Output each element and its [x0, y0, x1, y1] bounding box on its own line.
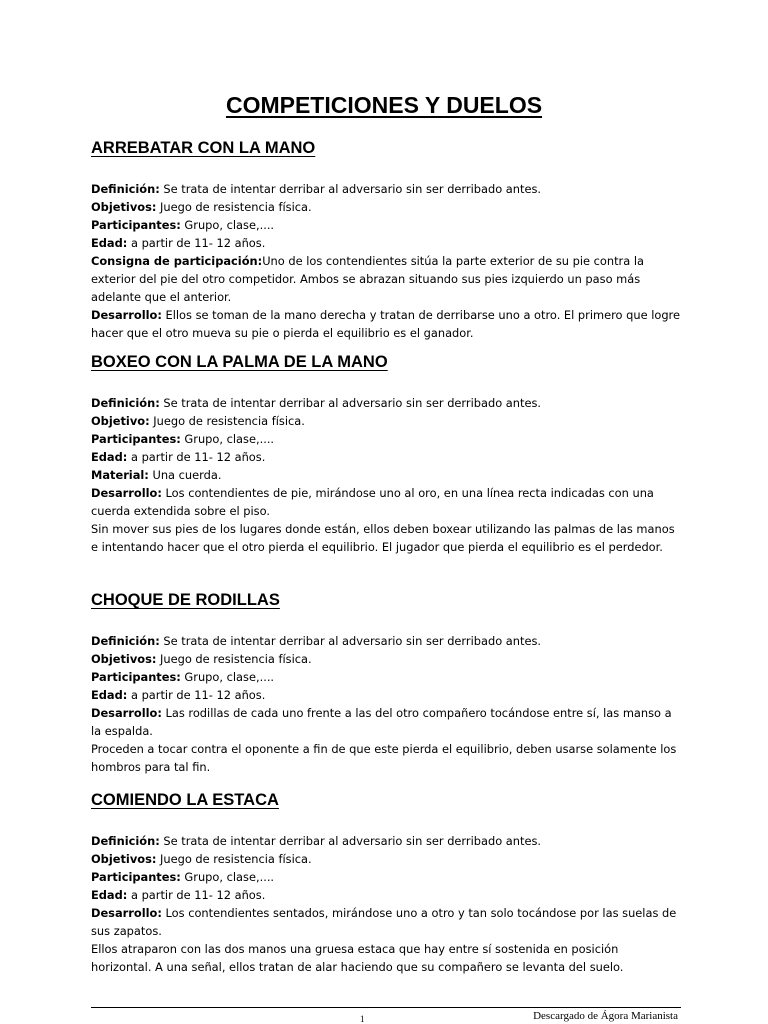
- field-participantes: Participantes: Grupo, clase,....: [91, 218, 275, 232]
- section-heading: BOXEO CON LA PALMA DE LA MANO: [91, 353, 388, 371]
- section-arrebatar: [91, 138, 681, 342]
- page-number: 1: [360, 1014, 365, 1024]
- field-participantes: Participantes: Grupo, clase,....: [91, 870, 275, 884]
- section-comiendo-estaca: [91, 790, 681, 976]
- section-choque-rodillas: [91, 590, 681, 776]
- field-desarrollo: Desarrollo: Ellos se toman de la mano derecha y tratan de derribarse uno a otro. El primero que logre hacer que el otro mueva su pie o pierda el equilibrio es el ganador.: [91, 308, 681, 340]
- field-edad: Edad: a partir de 11- 12 años.: [91, 888, 266, 902]
- section-heading: CHOQUE DE RODILLAS: [91, 591, 280, 609]
- field-definicion: Definición: Se trata de intentar derribar al adversario sin ser derribado antes.: [91, 396, 542, 410]
- field-material: Material: Una cuerda.: [91, 468, 222, 482]
- footer-divider: [91, 1007, 681, 1008]
- field-definicion: Definición: Se trata de intentar derribar al adversario sin ser derribado antes.: [91, 634, 542, 648]
- page-title: COMPETICIONES Y DUELOS: [225, 92, 543, 118]
- field-definicion: Definición: Se trata de intentar derribar al adversario sin ser derribado antes.: [91, 182, 542, 196]
- field-desarrollo: Desarrollo: Las rodillas de cada uno frente a las del otro compañero tocándose entre sí, las manso a la espalda.: [91, 706, 672, 738]
- field-objetivo: Objetivo: Juego de resistencia física.: [91, 414, 305, 428]
- section-heading: ARREBATAR CON LA MANO: [91, 139, 316, 157]
- field-objetivos: Objetivos: Juego de resistencia física.: [91, 852, 312, 866]
- field-desarrollo: Desarrollo: Los contendientes de pie, mirándose uno al oro, en una línea recta indicadas con una cuerda extendida sobre el piso.: [91, 486, 654, 518]
- field-objetivos: Objetivos: Juego de resistencia física.: [91, 652, 312, 666]
- field-objetivos: Objetivos: Juego de resistencia física.: [91, 200, 312, 214]
- field-participantes: Participantes: Grupo, clase,....: [91, 432, 275, 446]
- footer-source: Descargado de Ágora Marianista: [533, 1010, 678, 1022]
- field-participantes: Participantes: Grupo, clase,....: [91, 670, 275, 684]
- body-paragraph: Proceden a tocar contra el oponente a fin de que este pierda el equilibrio, deben usarse solamente los hombros para tal fin.: [91, 742, 677, 774]
- section-boxeo: [91, 352, 681, 556]
- section-heading: COMIENDO LA ESTACA: [91, 791, 279, 809]
- field-desarrollo: Desarrollo: Los contendientes sentados, mirándose uno a otro y tan solo tocándose por las suelas de sus zapatos.: [91, 906, 677, 938]
- field-consigna: Consigna de participación:Uno de los contendientes sitúa la parte exterior de su pie contra la exterior del pie del otro competidor. Ambos se abrazan situando sus pies izquierdo un paso más adelante que el anterior.: [91, 254, 644, 304]
- field-edad: Edad: a partir de 11- 12 años.: [91, 236, 266, 250]
- field-edad: Edad: a partir de 11- 12 años.: [91, 450, 266, 464]
- body-paragraph: Sin mover sus pies de los lugares donde están, ellos deben boxear utilizando las palmas de las manos e intentando hacer que el otro pierda el equilibrio. El jugador que pierda el equilibrio es el perdedor.: [91, 522, 675, 554]
- field-edad: Edad: a partir de 11- 12 años.: [91, 688, 266, 702]
- body-paragraph: Ellos atraparon con las dos manos una gruesa estaca que hay entre sí sostenida en posición horizontal. A una señal, ellos tratan de alar haciendo que su compañero se levanta del suelo.: [91, 942, 624, 974]
- field-definicion: Definición: Se trata de intentar derribar al adversario sin ser derribado antes.: [91, 834, 542, 848]
